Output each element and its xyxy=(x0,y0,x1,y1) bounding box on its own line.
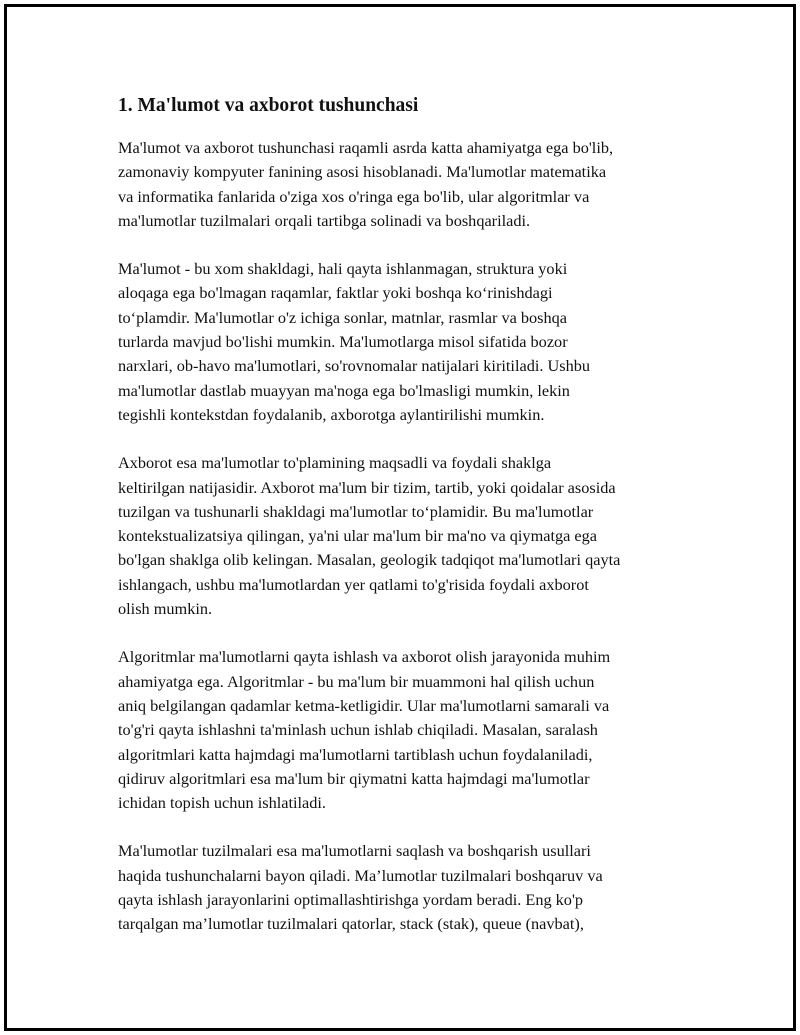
text-line: ishlangach, ushbu ma'lumotlardan yer qatlami to'g'risida foydali axborot xyxy=(118,574,589,594)
text-line: ma'lumotlar dastlab muayyan ma'noga ega bo'lmasligi mumkin, lekin xyxy=(118,380,570,400)
text-line: bo'lgan shaklga olib kelingan. Masalan, geologik tadqiqot ma'lumotlari qayta xyxy=(118,550,621,570)
text-line: Ma'lumot - bu xom shakldagi, hali qayta ishlanmagan, struktura yoki xyxy=(118,259,568,279)
text-line: zamonaviy kompyuter fanining asosi hisoblanadi. Ma'lumotlar matematika xyxy=(118,162,607,182)
paragraph-4 xyxy=(118,645,698,815)
text-line: qidiruv algoritmlari esa ma'lum bir qiymatni katta hajmdagi ma'lumotlar xyxy=(118,768,590,788)
paragraph-3 xyxy=(118,451,698,621)
section-heading: 1. Ma'lumot va axborot tushunchasi xyxy=(118,95,419,116)
document-body xyxy=(118,94,698,961)
text-line: narxlari, ob-havo ma'lumotlari, so'rovnomalar natijalari kiritiladi. Ushbu xyxy=(118,356,591,376)
text-line: to'g'ri qayta ishlashni ta'minlash uchun ishlab chiqiladi. Masalan, saralash xyxy=(118,720,598,740)
text-line: tarqalgan ma’lumotlar tuzilmalari qatorlar, stack (stak), queue (navbat), xyxy=(118,914,584,934)
text-line: Ma'lumot va axborot tushunchasi raqamli asrda katta ahamiyatga ega bo'lib, xyxy=(118,138,614,157)
text-line: Algoritmlar ma'lumotlarni qayta ishlash va axborot olish jarayonida muhim xyxy=(118,647,611,667)
text-line: olish mumkin. xyxy=(118,599,213,619)
text-line: Axborot esa ma'lumotlar to'plamining maqsadli va foydali shaklga xyxy=(118,453,552,473)
text-line: algoritmlari katta hajmdagi ma'lumotlarni tartiblash uchun foydalaniladi, xyxy=(118,744,593,764)
text-line: haqida tushunchalarni bayon qiladi. Ma’lumotlar tuzilmalari boshqaruv va xyxy=(118,865,603,885)
text-line: va informatika fanlarida o'ziga xos o'ringa ega bo'lib, ular algoritmlar va xyxy=(118,186,590,206)
text-line: keltirilgan natijasidir. Axborot ma'lum bir tizim, tartib, yoki qoidalar asosida xyxy=(118,477,616,497)
text-line: aniq belgilangan qadamlar ketma-ketligidir. Ular ma'lumotlarni samarali va xyxy=(118,695,610,715)
text-line: tegishli kontekstdan foydalanib, axborotga aylantirilishi mumkin. xyxy=(118,404,545,424)
text-line: to‘plamdir. Ma'lumotlar o'z ichiga sonlar, matnlar, rasmlar va boshqa xyxy=(118,307,568,327)
text-line: kontekstualizatsiya qilingan, ya'ni ular ma'lum bir ma'no va qiymatga ega xyxy=(118,526,598,546)
paragraph-1 xyxy=(118,136,698,233)
text-line: Ma'lumotlar tuzilmalari esa ma'lumotlarni saqlash va boshqarish usullari xyxy=(118,841,591,861)
text-line: ichidan topish uchun ishlatiladi. xyxy=(118,793,327,813)
text-line: ahamiyatga ega. Algoritmlar - bu ma'lum bir muammoni hal qilish uchun xyxy=(118,671,595,691)
text-line: turlarda mavjud bo'lishi mumkin. Ma'lumotlarga misol sifatida bozor xyxy=(118,332,568,352)
paragraph-5 xyxy=(118,839,698,936)
text-line: ma'lumotlar tuzilmalari orqali tartibga solinadi va boshqariladi. xyxy=(118,210,531,230)
paragraph-2 xyxy=(118,257,698,427)
text-line: tuzilgan va tushunarli shakldagi ma'lumotlar to‘plamidir. Bu ma'lumotlar xyxy=(118,501,594,521)
text-line: qayta ishlash jarayonlarini optimallashtirishga yordam beradi. Eng ko'p xyxy=(118,890,584,910)
text-line: aloqaga ega bo'lmagan raqamlar, faktlar yoki boshqa ko‘rinishdagi xyxy=(118,283,553,303)
